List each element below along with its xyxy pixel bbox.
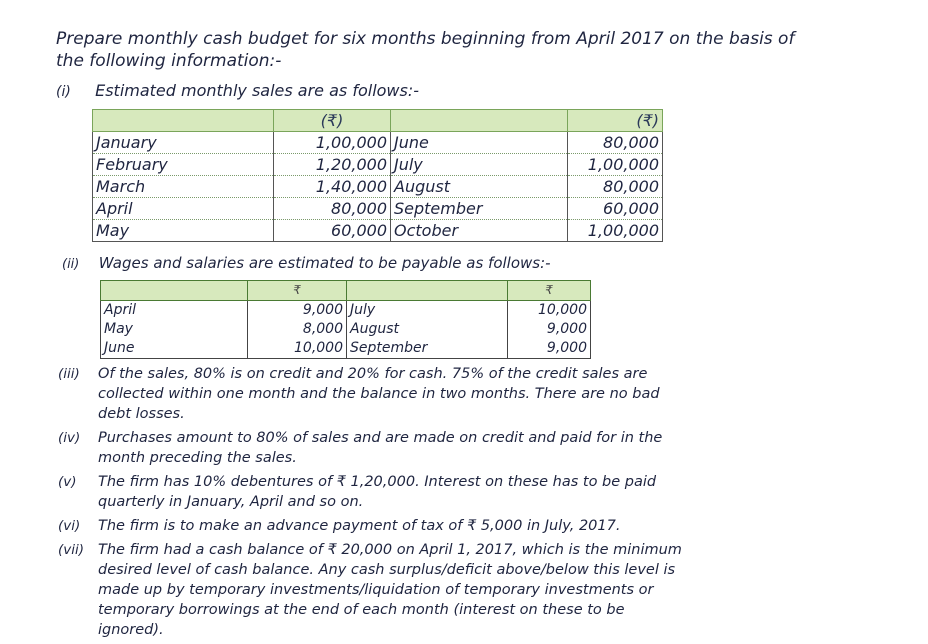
amount-cell: 8,000 — [248, 320, 347, 339]
amount-cell: 1,00,000 — [568, 220, 663, 242]
amount-cell: 9,000 — [508, 339, 591, 359]
note-text: Purchases amount to 80% of sales and are made on credit and paid for in the month preceding the sales. — [98, 430, 663, 466]
sales-table — [92, 109, 663, 242]
section-ii-number: (ii) — [62, 257, 80, 272]
month-cell: March — [93, 176, 274, 198]
amount-cell: 80,000 — [274, 198, 391, 220]
month-cell: May — [101, 320, 248, 339]
note-number: (v) — [58, 474, 77, 490]
month-cell: September — [391, 198, 568, 220]
month-cell: February — [93, 154, 274, 176]
note-text: The firm had a cash balance of ₹ 20,000 on April 1, 2017, which is the minimum desired level of cash balance. Any cash surplus/deficit above/below this level is made up by temporary investments/liquidation of temporary investments or temporary borrowings at the end of each month (interest on these to be ignored). — [98, 542, 682, 638]
note-vi — [58, 516, 688, 536]
month-cell: October — [391, 220, 568, 242]
sales-table-header — [93, 110, 663, 132]
amount-cell: 60,000 — [274, 220, 391, 242]
wages-table — [100, 280, 591, 359]
table-row — [101, 301, 591, 321]
intro-line-2: the following information:- — [56, 51, 282, 71]
section-i-text: Estimated monthly sales are as follows:- — [95, 81, 420, 100]
amount-cell: 9,000 — [248, 301, 347, 321]
month-cell: July — [391, 154, 568, 176]
section-i-number: (i) — [56, 84, 71, 100]
amount-cell: 60,000 — [568, 198, 663, 220]
amount-cell: 9,000 — [508, 320, 591, 339]
sales-currency-header-1: (₹) — [274, 110, 391, 132]
note-vii — [58, 540, 688, 640]
note-v — [58, 472, 688, 512]
wages-table-header — [101, 281, 591, 301]
amount-cell: 80,000 — [568, 132, 663, 154]
note-number: (iii) — [58, 366, 80, 382]
table-row — [93, 176, 663, 198]
wages-currency-header-2: ₹ — [508, 281, 591, 301]
note-number: (iv) — [58, 430, 81, 446]
table-row — [101, 339, 591, 359]
note-number: (vi) — [58, 518, 81, 534]
note-text: Of the sales, 80% is on credit and 20% for cash. 75% of the credit sales are collected within one month and the balance in two months. There are no bad debt losses. — [98, 366, 660, 422]
month-cell: April — [93, 198, 274, 220]
note-text: The firm is to make an advance payment of tax of ₹ 5,000 in July, 2017. — [98, 518, 621, 534]
note-iii — [58, 364, 688, 424]
section-i-heading — [56, 81, 419, 100]
section-ii-text: Wages and salaries are estimated to be payable as follows:- — [98, 254, 551, 272]
amount-cell: 1,00,000 — [274, 132, 391, 154]
amount-cell: 1,00,000 — [568, 154, 663, 176]
intro-line-1: Prepare monthly cash budget for six months beginning from April 2017 on the basis of — [56, 29, 795, 49]
month-cell: August — [391, 176, 568, 198]
month-cell: January — [93, 132, 274, 154]
notes-list — [58, 364, 688, 644]
table-row — [93, 220, 663, 242]
table-row — [93, 154, 663, 176]
sales-currency-header-2: (₹) — [568, 110, 663, 132]
month-cell: August — [347, 320, 508, 339]
intro-paragraph — [56, 28, 795, 72]
month-cell: June — [101, 339, 248, 359]
month-cell: July — [347, 301, 508, 321]
month-cell: April — [101, 301, 248, 321]
amount-cell: 10,000 — [248, 339, 347, 359]
amount-cell: 80,000 — [568, 176, 663, 198]
section-ii-heading — [62, 254, 551, 272]
amount-cell: 10,000 — [508, 301, 591, 321]
month-cell: September — [347, 339, 508, 359]
amount-cell: 1,40,000 — [274, 176, 391, 198]
table-row — [101, 320, 591, 339]
month-cell: May — [93, 220, 274, 242]
month-cell: June — [391, 132, 568, 154]
note-number: (vii) — [58, 542, 85, 558]
table-row — [93, 132, 663, 154]
note-iv — [58, 428, 688, 468]
amount-cell: 1,20,000 — [274, 154, 391, 176]
note-text: The firm has 10% debentures of ₹ 1,20,000. Interest on these has to be paid quarterly in January, April and so on. — [98, 474, 657, 510]
table-row — [93, 198, 663, 220]
wages-currency-header-1: ₹ — [248, 281, 347, 301]
